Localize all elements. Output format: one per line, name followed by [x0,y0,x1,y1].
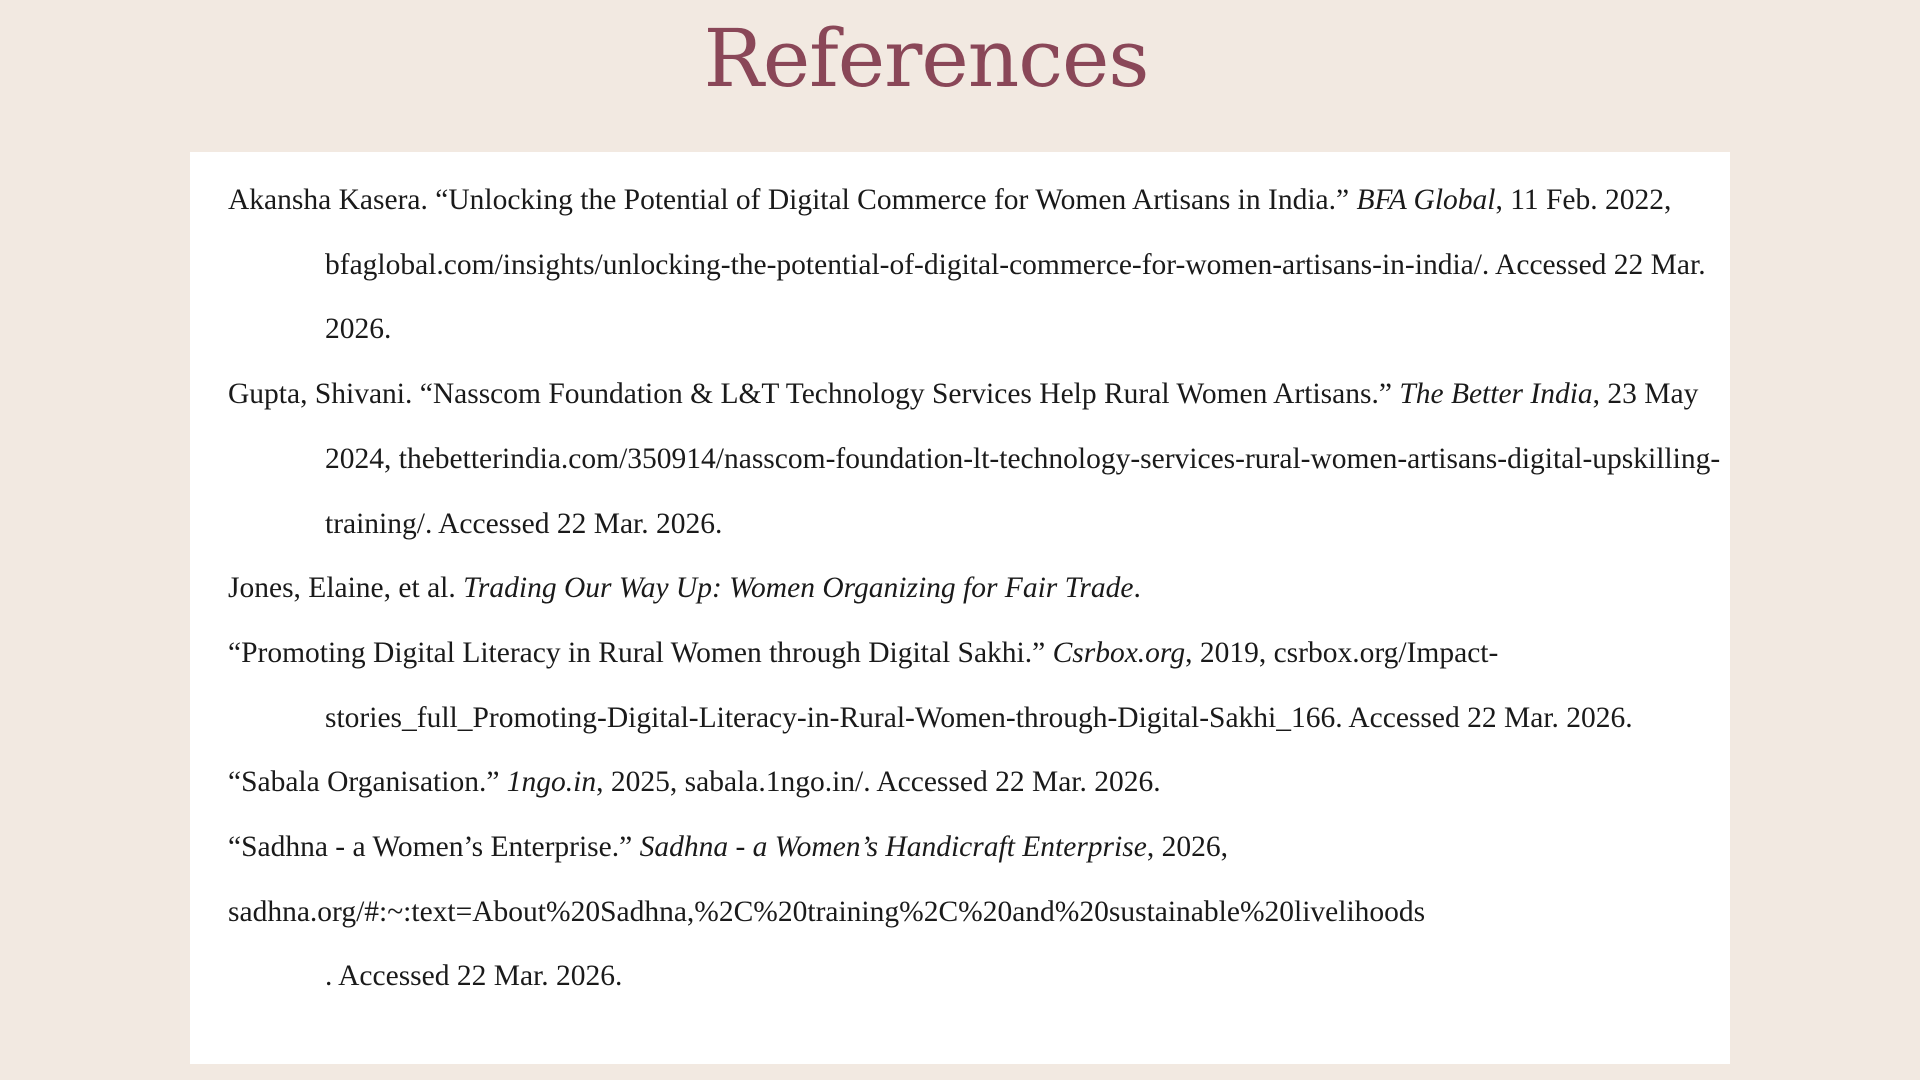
reference-container-title: Csrbox.org [1052,636,1186,669]
reference-container-title: Sadhna - a Women’s Handicraft Enterprise [639,831,1147,864]
reference-text: Gupta, Shivani. “Nasscom Foundation & L&T Technology Services Help Rural Women Artisans.” [228,378,1400,411]
reference-entry-sadhna [228,815,1730,1009]
reference-entry-sabala [228,750,1730,815]
page-title: References [703,12,1149,105]
reference-container-title: BFA Global [1356,184,1496,216]
reference-entry-digital-sakhi [228,621,1730,750]
reference-text: Jones, Elaine, et al. [228,572,464,605]
reference-text: , 11 Feb. 2022, bfaglobal.com/insights/unlocking-the-potential-of-digital-commerce-for-women-artisans-in-india/. Accessed 22 Mar. 2026. [325,184,1706,346]
reference-text: “Promoting Digital Literacy in Rural Women through Digital Sakhi.” [228,636,1053,669]
reference-container-title: The Better India [1399,378,1593,411]
reference-text: , 2025, sabala.1ngo.in/. Accessed 22 Mar. 2026. [596,766,1161,799]
reference-text: , 2019, csrbox.org/Impact-stories_full_Promoting-Digital-Literacy-in-Rural-Women-through-Digital-Sakhi_166. Accessed 22 Mar. 2026. [325,636,1633,734]
reference-text: , 2026, [1146,831,1228,864]
reference-text: “Sabala Organisation.” [228,766,507,799]
reference-entry-kasera [228,168,1730,362]
reference-text: . [1133,572,1141,605]
reference-entry-gupta [228,362,1730,556]
reference-text: . Accessed 22 Mar. 2026. [325,960,623,993]
reference-text: “Sadhna - a Women’s Enterprise.” [228,831,640,864]
reference-container-title: 1ngo.in [506,766,597,799]
reference-text: Akansha Kasera. “Unlocking the Potential of Digital Commerce for Women Artisans in India.” [228,184,1357,216]
reference-container-title: Trading Our Way Up: Women Organizing for Fair Trade [463,572,1134,605]
reference-text: , 23 May 2024, thebetterindia.com/350914/nasscom-foundation-lt-technology-services-rural-women-artisans-digital-upskilling-training/. Accessed 22 Mar. 2026. [325,378,1721,540]
reference-url: sadhna.org/#:~:text=About%20Sadhna,%2C%20training%2C%20and%20sustainable%20livelihoods [228,895,1426,928]
reference-entry-jones [228,556,1730,621]
references-list [190,152,1730,1064]
